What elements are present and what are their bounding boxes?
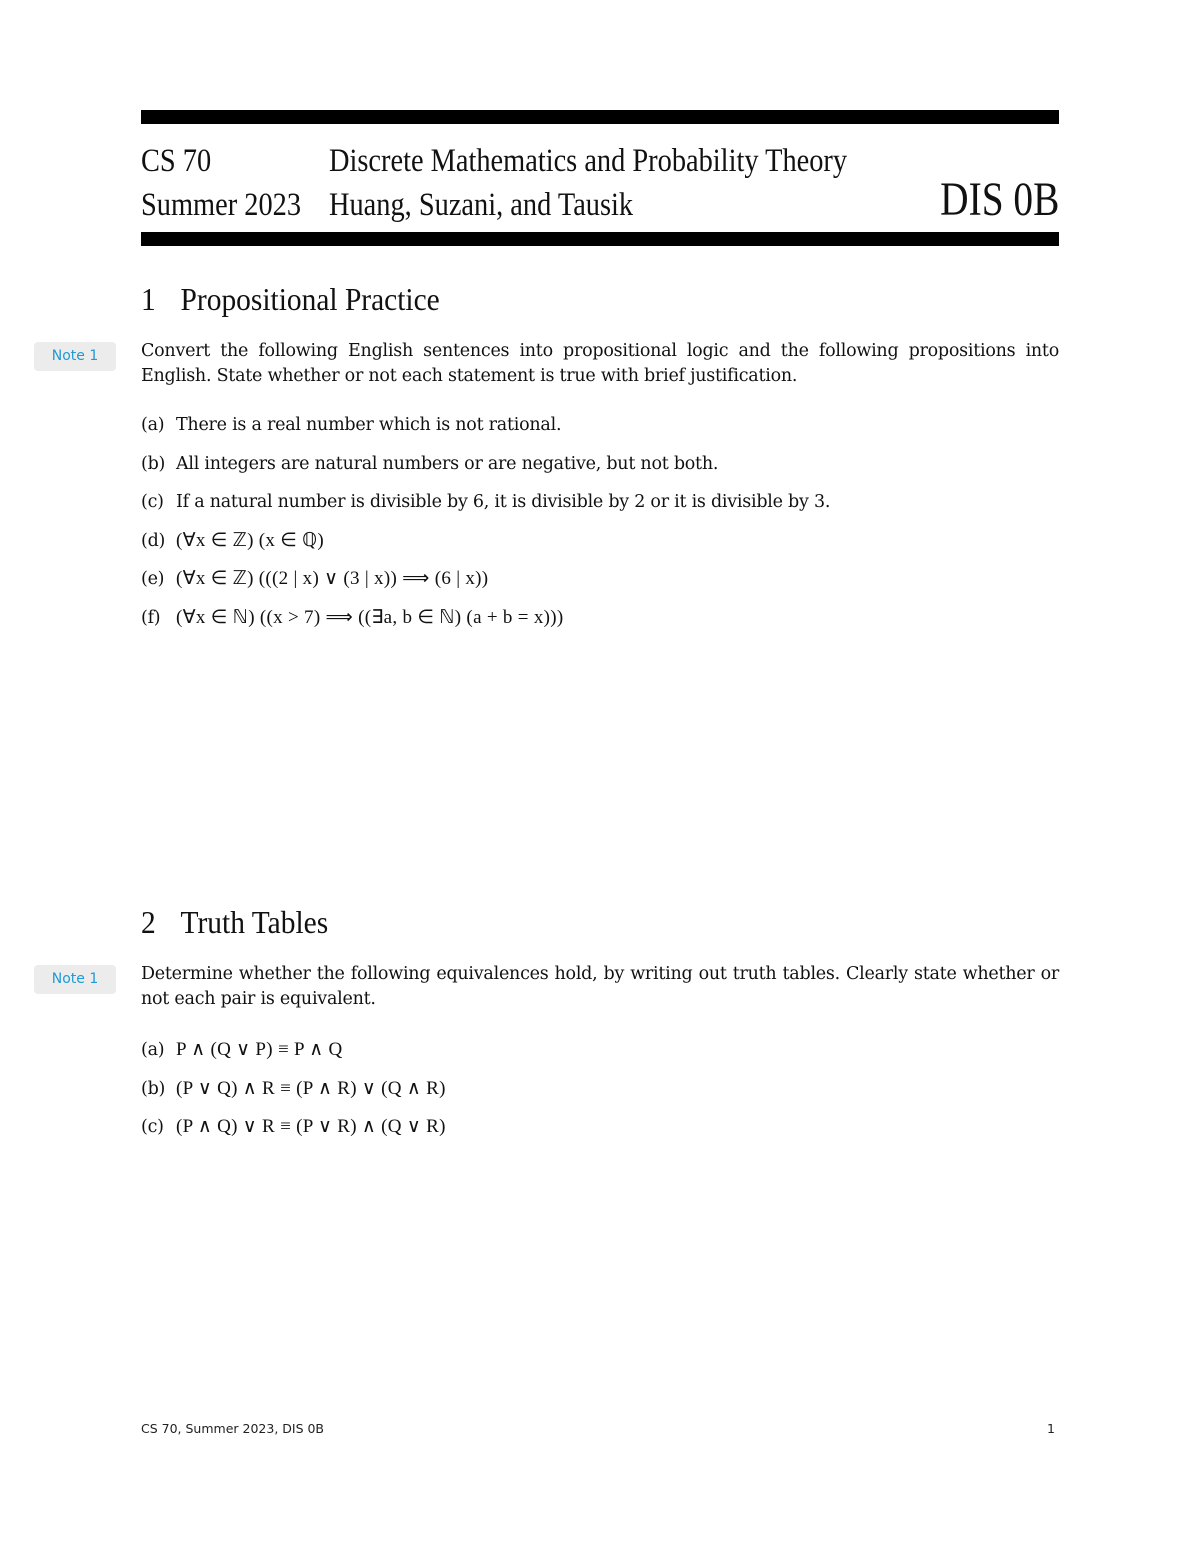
item-label: (d) (141, 530, 166, 551)
course-staff: Huang, Suzani, and Tausik (329, 187, 634, 223)
note-link[interactable]: Note 1 (34, 965, 116, 994)
note-link[interactable]: Note 1 (34, 342, 116, 371)
problem-item (141, 1037, 446, 1076)
problem-list (141, 412, 830, 644)
item-label: (c) (141, 492, 164, 513)
problem-item (141, 1076, 446, 1115)
item-label: (b) (141, 1078, 166, 1099)
course-code: CS 70 (141, 143, 212, 179)
item-label: (a) (141, 415, 165, 435)
page-footer: CS 70, Summer 2023, DIS 0B (141, 1421, 325, 1436)
discussion-id: DIS 0B (939, 173, 1059, 226)
section-number: 2 (141, 904, 156, 940)
problem-item (141, 605, 830, 644)
problem-item (141, 566, 830, 605)
item-label: (f) (141, 607, 161, 628)
item-label: (c) (141, 1117, 164, 1138)
item-text: If a natural number is divisible by 6, it is divisible by 2 or it is divisible by 3. (176, 492, 831, 513)
problem-item (141, 528, 830, 567)
problem-item (141, 451, 830, 490)
section-heading (141, 283, 440, 315)
section-intro: Convert the following English sentences into propositional logic and the following propositions into English. State whether or not each statement is true with brief justification. (141, 341, 1059, 386)
section-number: 1 (141, 281, 156, 317)
item-formula: (P ∧ Q) ∨ R ≡ (P ∨ R) ∧ (Q ∨ R) (176, 1116, 446, 1138)
item-text: There is a real number which is not rational. (176, 415, 562, 435)
section-title: Truth Tables (180, 904, 329, 940)
item-formula: P ∧ (Q ∨ P) ≡ P ∧ Q (176, 1039, 343, 1060)
section-intro: Determine whether the following equivalences hold, by writing out truth tables. Clearly state whether or not each pair is equivalent. (141, 964, 1059, 1009)
course-title: Discrete Mathematics and Probability Theory (329, 143, 848, 179)
header-rule-top (141, 110, 1059, 124)
item-label: (e) (141, 569, 165, 590)
item-formula: (∀x ∈ ℤ) (((2 | x) ∨ (3 | x)) ⟹ (6 | x)) (176, 568, 489, 590)
problem-item (141, 1114, 446, 1153)
item-formula: (P ∨ Q) ∧ R ≡ (P ∧ R) ∨ (Q ∧ R) (176, 1077, 446, 1099)
item-label: (b) (141, 453, 166, 474)
header-rule-bottom (141, 232, 1059, 246)
course-term: Summer 2023 (141, 187, 302, 223)
item-text: All integers are natural numbers or are negative, but not both. (176, 453, 719, 474)
problem-item (141, 489, 830, 528)
page-number: 1 (1047, 1421, 1055, 1436)
item-formula: (∀x ∈ ℕ) ((x > 7) ⟹ ((∃a, b ∈ ℕ) (a + b = x))) (176, 606, 564, 628)
item-label: (a) (141, 1040, 165, 1060)
problem-item (141, 412, 830, 451)
section-title: Propositional Practice (180, 281, 440, 317)
section-heading (141, 906, 328, 938)
item-formula: (∀x ∈ ℤ) (x ∈ ℚ) (176, 529, 325, 551)
problem-list (141, 1037, 446, 1153)
